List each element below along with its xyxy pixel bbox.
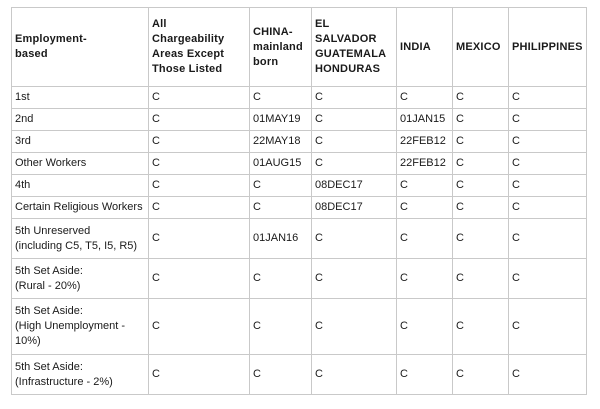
row-label: Certain Religious Workers (12, 197, 149, 219)
cell-india: C (397, 259, 453, 299)
table-body (12, 87, 587, 395)
cell-el-salvador: C (312, 259, 397, 299)
cell-mexico: C (453, 259, 509, 299)
cell-el-salvador: C (312, 109, 397, 131)
header-mexico: MEXICO (453, 8, 509, 87)
table-row (12, 259, 587, 299)
row-label: 5th Unreserved (including C5, T5, I5, R5) (12, 219, 149, 259)
cell-mexico: C (453, 355, 509, 395)
row-label: 5th Set Aside: (High Unemployment - 10%) (12, 299, 149, 355)
row-label: 3rd (12, 131, 149, 153)
table-row (12, 219, 587, 259)
cell-mexico: C (453, 131, 509, 153)
cell-mexico: C (453, 175, 509, 197)
row-label: 5th Set Aside: (Infrastructure - 2%) (12, 355, 149, 395)
cell-philippines: C (509, 219, 587, 259)
cell-all: C (149, 299, 250, 355)
table-row (12, 197, 587, 219)
cell-el-salvador: C (312, 299, 397, 355)
cell-all: C (149, 197, 250, 219)
cell-mexico: C (453, 197, 509, 219)
table-row (12, 87, 587, 109)
row-label: 2nd (12, 109, 149, 131)
cell-el-salvador: C (312, 355, 397, 395)
cell-all: C (149, 87, 250, 109)
cell-india: 22FEB12 (397, 131, 453, 153)
cell-philippines: C (509, 355, 587, 395)
table-row (12, 109, 587, 131)
visa-bulletin-table-container (11, 7, 587, 395)
header-el-salvador-guatemala-honduras: EL SALVADOR GUATEMALA HONDURAS (312, 8, 397, 87)
cell-mexico: C (453, 109, 509, 131)
table-row (12, 175, 587, 197)
cell-philippines: C (509, 153, 587, 175)
header-row (12, 8, 587, 87)
cell-all: C (149, 175, 250, 197)
cell-mexico: C (453, 299, 509, 355)
cell-mexico: C (453, 153, 509, 175)
cell-all: C (149, 355, 250, 395)
cell-el-salvador: 08DEC17 (312, 175, 397, 197)
cell-china: 01JAN16 (250, 219, 312, 259)
cell-india: 22FEB12 (397, 153, 453, 175)
cell-philippines: C (509, 175, 587, 197)
cell-philippines: C (509, 259, 587, 299)
cell-philippines: C (509, 299, 587, 355)
cell-china: 01AUG15 (250, 153, 312, 175)
header-all-chargeability: All Chargeability Areas Except Those Listed (149, 8, 250, 87)
cell-china: C (250, 87, 312, 109)
cell-el-salvador: C (312, 131, 397, 153)
cell-india: 01JAN15 (397, 109, 453, 131)
table-row (12, 355, 587, 395)
cell-el-salvador: C (312, 87, 397, 109)
cell-china: C (250, 299, 312, 355)
header-philippines: PHILIPPINES (509, 8, 587, 87)
table-row (12, 131, 587, 153)
cell-china: 01MAY19 (250, 109, 312, 131)
cell-india: C (397, 175, 453, 197)
cell-india: C (397, 355, 453, 395)
row-label: 5th Set Aside: (Rural - 20%) (12, 259, 149, 299)
cell-india: C (397, 219, 453, 259)
cell-china: 22MAY18 (250, 131, 312, 153)
cell-all: C (149, 259, 250, 299)
cell-all: C (149, 153, 250, 175)
header-india: INDIA (397, 8, 453, 87)
cell-china: C (250, 355, 312, 395)
employment-based-table (11, 7, 587, 395)
cell-mexico: C (453, 219, 509, 259)
cell-el-salvador: C (312, 153, 397, 175)
cell-india: C (397, 87, 453, 109)
cell-philippines: C (509, 197, 587, 219)
cell-el-salvador: 08DEC17 (312, 197, 397, 219)
row-label: 4th (12, 175, 149, 197)
cell-india: C (397, 299, 453, 355)
cell-india: C (397, 197, 453, 219)
cell-philippines: C (509, 109, 587, 131)
cell-mexico: C (453, 87, 509, 109)
cell-all: C (149, 131, 250, 153)
cell-philippines: C (509, 131, 587, 153)
cell-china: C (250, 259, 312, 299)
table-row (12, 299, 587, 355)
row-label: Other Workers (12, 153, 149, 175)
cell-philippines: C (509, 87, 587, 109)
header-employment-based: Employment- based (12, 8, 149, 87)
cell-all: C (149, 109, 250, 131)
cell-el-salvador: C (312, 219, 397, 259)
cell-all: C (149, 219, 250, 259)
cell-china: C (250, 175, 312, 197)
cell-china: C (250, 197, 312, 219)
table-row (12, 153, 587, 175)
header-china: CHINA- mainland born (250, 8, 312, 87)
row-label: 1st (12, 87, 149, 109)
